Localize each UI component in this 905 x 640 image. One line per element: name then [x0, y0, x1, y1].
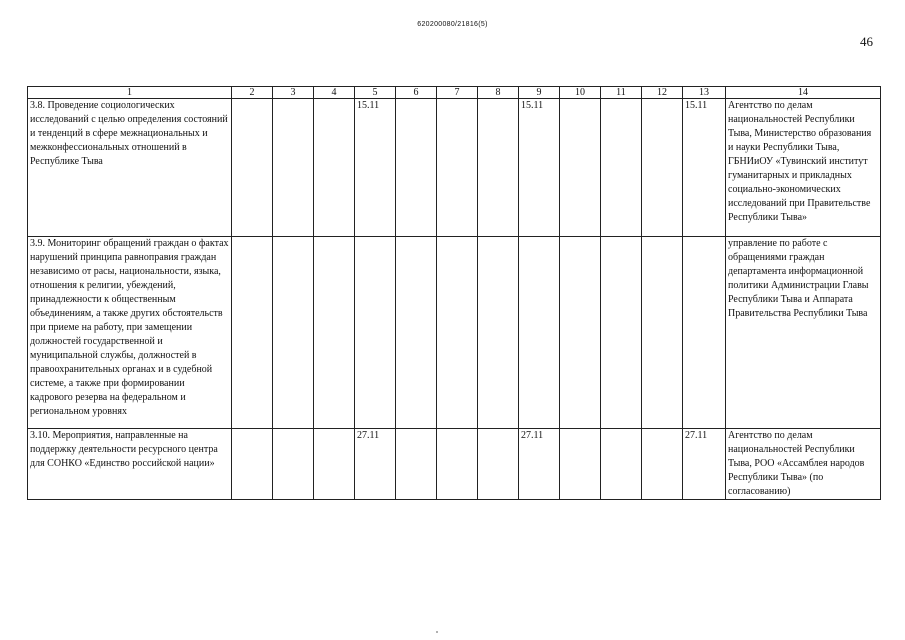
- table-row: [28, 237, 881, 429]
- table-cell: [396, 237, 437, 429]
- table-row: [28, 99, 881, 237]
- activity-description: 3.9. Мониторинг обращений граждан о фактах нарушений принципа равноправия граждан независимо от расы, национальности, языка, отношения к религии, убеждений, принадлежности к общественным объединениям, а также других обстоятельств при приеме на работу, при замещении должностей государственной и муниципальной службы, должностей в правоохранительных органах и в судебной системе, а также при формировании кадрового резерва на федеральном и региональном уровнях: [28, 237, 232, 429]
- column-header: 7: [437, 87, 478, 99]
- deadline-cell: 15.11: [519, 99, 560, 237]
- activity-description: 3.10. Мероприятия, направленные на поддержку деятельности ресурсного центра для СОНКО «Единство российской нации»: [28, 429, 232, 500]
- table-cell: [478, 99, 519, 237]
- table-cell: [314, 99, 355, 237]
- column-header: 14: [726, 87, 881, 99]
- plan-table: [27, 86, 881, 500]
- column-header: 2: [232, 87, 273, 99]
- deadline-cell: 15.11: [355, 99, 396, 237]
- table-row: [28, 429, 881, 500]
- deadline-cell: [355, 237, 396, 429]
- responsible-executor: Агентство по делам национальностей Республики Тыва, Министерство образования и науки Республики Тыва, ГБНИиОУ «Тувинский институт гуманитарных и прикладных социально-экономических исследований при Правительстве Республики Тыва»: [726, 99, 881, 237]
- column-header: 1: [28, 87, 232, 99]
- table-cell: [601, 99, 642, 237]
- table-cell: [560, 99, 601, 237]
- table-cell: [273, 429, 314, 500]
- deadline-cell: 27.11: [355, 429, 396, 500]
- column-header: 11: [601, 87, 642, 99]
- column-header: 4: [314, 87, 355, 99]
- responsible-executor: управление по работе с обращениями граждан департамента информационной политики Администрации Главы Республики Тыва и Аппарата Правительства Республики Тыва: [726, 237, 881, 429]
- column-header: 9: [519, 87, 560, 99]
- table-cell: [273, 237, 314, 429]
- column-header: 3: [273, 87, 314, 99]
- table-cell: [642, 99, 683, 237]
- table-cell: [232, 237, 273, 429]
- table-cell: [601, 429, 642, 500]
- table-cell: [396, 429, 437, 500]
- table-cell: [396, 99, 437, 237]
- table-cell: [478, 237, 519, 429]
- column-header: 8: [478, 87, 519, 99]
- table-cell: [273, 99, 314, 237]
- column-header: 10: [560, 87, 601, 99]
- deadline-cell: 15.11: [683, 99, 726, 237]
- table-cell: [437, 429, 478, 500]
- table-cell: [232, 99, 273, 237]
- scan-artifact: [436, 631, 438, 633]
- column-header: 6: [396, 87, 437, 99]
- responsible-executor: Агентство по делам национальностей Республики Тыва, РОО «Ассамблея народов Республики Тыва» (по согласованию): [726, 429, 881, 500]
- deadline-cell: 27.11: [519, 429, 560, 500]
- deadline-cell: 27.11: [683, 429, 726, 500]
- deadline-cell: [683, 237, 726, 429]
- document-id: 620200080/21816(5): [417, 21, 488, 28]
- deadline-cell: [519, 237, 560, 429]
- table-cell: [601, 237, 642, 429]
- table-cell: [437, 237, 478, 429]
- activity-description: 3.8. Проведение социологических исследований с целью определения состояний и тенденций в сфере межнациональных и межконфессиональных отношений в Республике Тыва: [28, 99, 232, 237]
- table-cell: [478, 429, 519, 500]
- table-cell: [314, 429, 355, 500]
- column-header: 12: [642, 87, 683, 99]
- table-cell: [314, 237, 355, 429]
- column-header-row: [28, 87, 881, 99]
- column-header: 13: [683, 87, 726, 99]
- table-cell: [642, 429, 683, 500]
- table-cell: [232, 429, 273, 500]
- column-header: 5: [355, 87, 396, 99]
- table-cell: [560, 429, 601, 500]
- table-cell: [642, 237, 683, 429]
- table-cell: [437, 99, 478, 237]
- page-number: 46: [860, 34, 873, 49]
- table-cell: [560, 237, 601, 429]
